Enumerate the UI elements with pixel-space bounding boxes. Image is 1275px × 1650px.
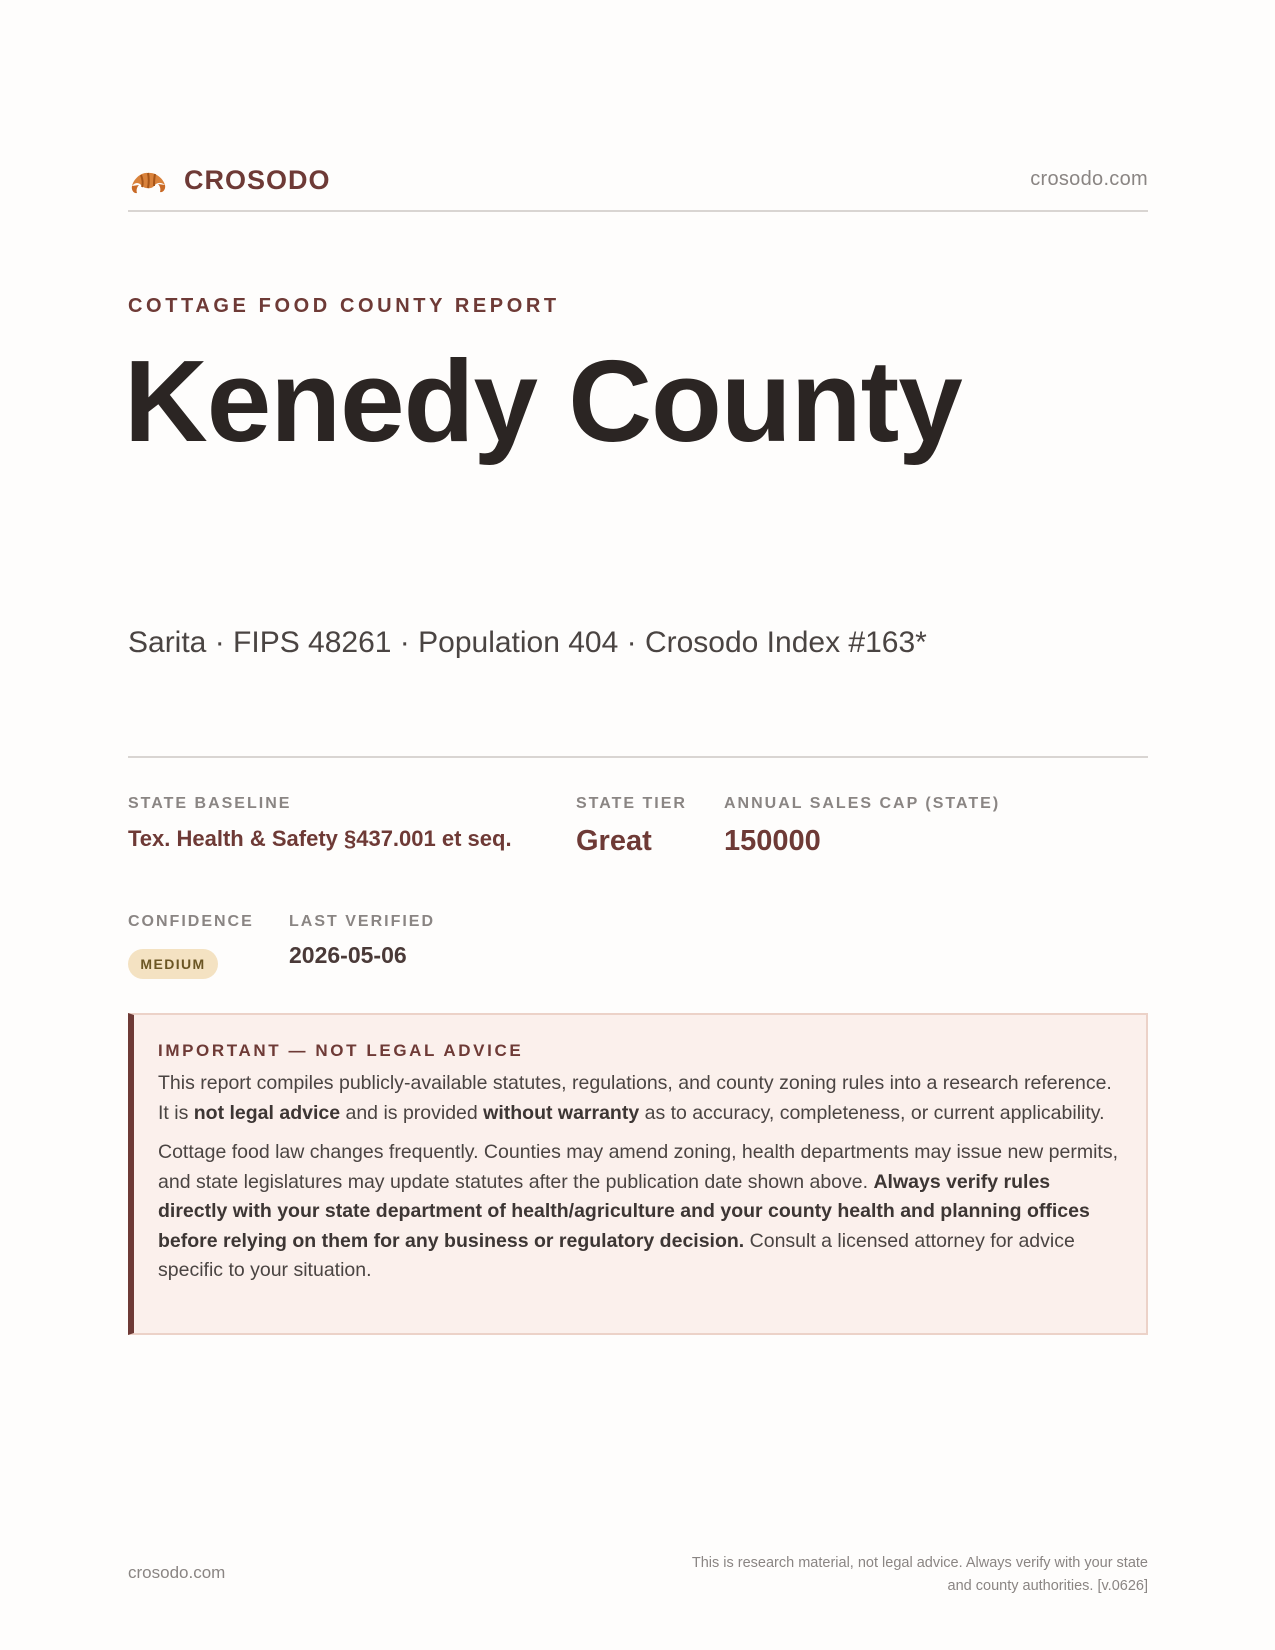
footer-disclaimer-line: and county authorities. [v.0626] xyxy=(947,1578,1148,1594)
confidence-badge: MEDIUM xyxy=(128,949,218,979)
notice-paragraph-2 xyxy=(158,1138,1124,1286)
sales-cap-label: ANNUAL SALES CAP (STATE) xyxy=(724,795,1001,812)
notice-text: Cottage food law changes frequently. Counties may amend zoning, health departments may issue new permits, and state legislatures may update statutes after the publication date shown above. xyxy=(158,1141,1118,1193)
site-url[interactable]: crosodo.com xyxy=(1030,168,1148,190)
notice-text: This report compiles publicly-available statutes, regulations, and county zoning rules into a research reference. It is xyxy=(158,1072,1112,1124)
brand xyxy=(128,160,331,200)
footer-disclaimer xyxy=(628,1552,1148,1598)
divider xyxy=(128,756,1148,758)
page-header xyxy=(128,156,1148,212)
report-page xyxy=(124,0,1148,1650)
notice-text: Consult a licensed attorney for advice specific to your situation. xyxy=(158,1229,1075,1281)
state-tier-value: Great xyxy=(576,825,652,857)
notice-emphasis: Always verify rules directly with your state department of health/agriculture and your county health and planning offices before relying on them for any business or regulatory decision. xyxy=(158,1170,1090,1252)
sales-cap-value: 150000 xyxy=(724,825,821,857)
state-baseline-label: STATE BASELINE xyxy=(128,795,292,812)
croissant-icon xyxy=(128,160,168,200)
notice-emphasis: without warranty xyxy=(483,1101,640,1124)
footer-disclaimer-line: This is research material, not legal advice. Always verify with your state xyxy=(691,1555,1148,1571)
notice-emphasis: not legal advice xyxy=(193,1101,341,1124)
brand-name: CROSODO xyxy=(184,164,331,195)
report-type: COTTAGE FOOD COUNTY REPORT xyxy=(128,295,560,317)
notice-title: IMPORTANT — NOT LEGAL ADVICE xyxy=(158,1041,524,1060)
confidence-label: CONFIDENCE xyxy=(128,913,254,930)
footer-site[interactable]: crosodo.com xyxy=(128,1563,226,1582)
last-verified-value: 2026-05-06 xyxy=(289,942,407,968)
page-title: Kenedy County xyxy=(124,336,962,466)
notice-body xyxy=(158,1069,1124,1286)
notice-text: and is provided xyxy=(340,1101,484,1124)
legal-notice xyxy=(128,1013,1148,1335)
notice-paragraph-1 xyxy=(158,1069,1124,1128)
state-tier-label: STATE TIER xyxy=(576,795,687,812)
county-summary: Sarita · FIPS 48261 · Population 404 · Crosodo Index #163* xyxy=(128,626,927,659)
notice-text: as to accuracy, completeness, or current applicability. xyxy=(639,1101,1105,1124)
state-baseline-value: Tex. Health & Safety §437.001 et seq. xyxy=(128,826,512,851)
last-verified-label: LAST VERIFIED xyxy=(289,913,436,930)
